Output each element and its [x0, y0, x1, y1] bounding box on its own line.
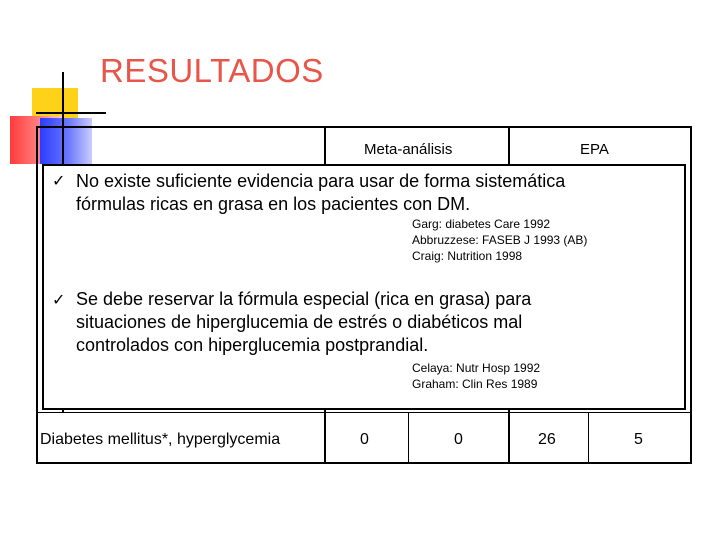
reference: Graham: Clin Res 1989 [412, 377, 538, 391]
decorative-blue-square [40, 118, 92, 164]
table-row-divider [36, 412, 692, 413]
references [412, 360, 540, 392]
reference: Garg: diabetes Care 1992 [412, 217, 551, 231]
table-cell: 0 [454, 431, 463, 448]
table-header-epa: EPA [580, 141, 609, 158]
checkmark-icon: ✓ [52, 290, 66, 309]
bullet-point [76, 170, 676, 216]
references [412, 216, 587, 264]
table-border-bottom [36, 462, 692, 464]
bullet-point [76, 288, 676, 357]
table-border-left [36, 126, 38, 464]
table-cell: 5 [634, 431, 643, 448]
decorative-horizontal-line [36, 112, 106, 114]
table-cell: 26 [538, 431, 556, 448]
checkmark-icon: ✓ [52, 171, 66, 190]
table-cell: 0 [360, 431, 369, 448]
table-header-meta-analisis: Meta-análisis [364, 141, 453, 158]
table-border-right [690, 126, 692, 464]
bullet-line: controlados con hiperglucemia postprandial. [76, 335, 429, 355]
table-column-divider [588, 412, 589, 462]
conclusions-box [42, 164, 686, 410]
reference: Craig: Nutrition 1998 [412, 249, 523, 263]
table-column-divider [408, 412, 409, 462]
reference: Abbruzzese: FASEB J 1993 (AB) [412, 233, 588, 247]
row-label: Diabetes mellitus*, hyperglycemia [40, 431, 281, 448]
reference: Celaya: Nutr Hosp 1992 [412, 361, 541, 375]
bullet-line: fórmulas ricas en grasa en los pacientes con DM. [76, 194, 471, 214]
bullet-line: Se debe reservar la fórmula especial (rica en grasa) para [76, 289, 532, 309]
table-border-top [36, 126, 692, 128]
bullet-line: No existe suficiente evidencia para usar de forma sistemática [76, 171, 566, 191]
bullet-line: situaciones de hiperglucemia de estrés o diabéticos mal [76, 312, 523, 332]
slide-title: RESULTADOS [100, 52, 324, 89]
